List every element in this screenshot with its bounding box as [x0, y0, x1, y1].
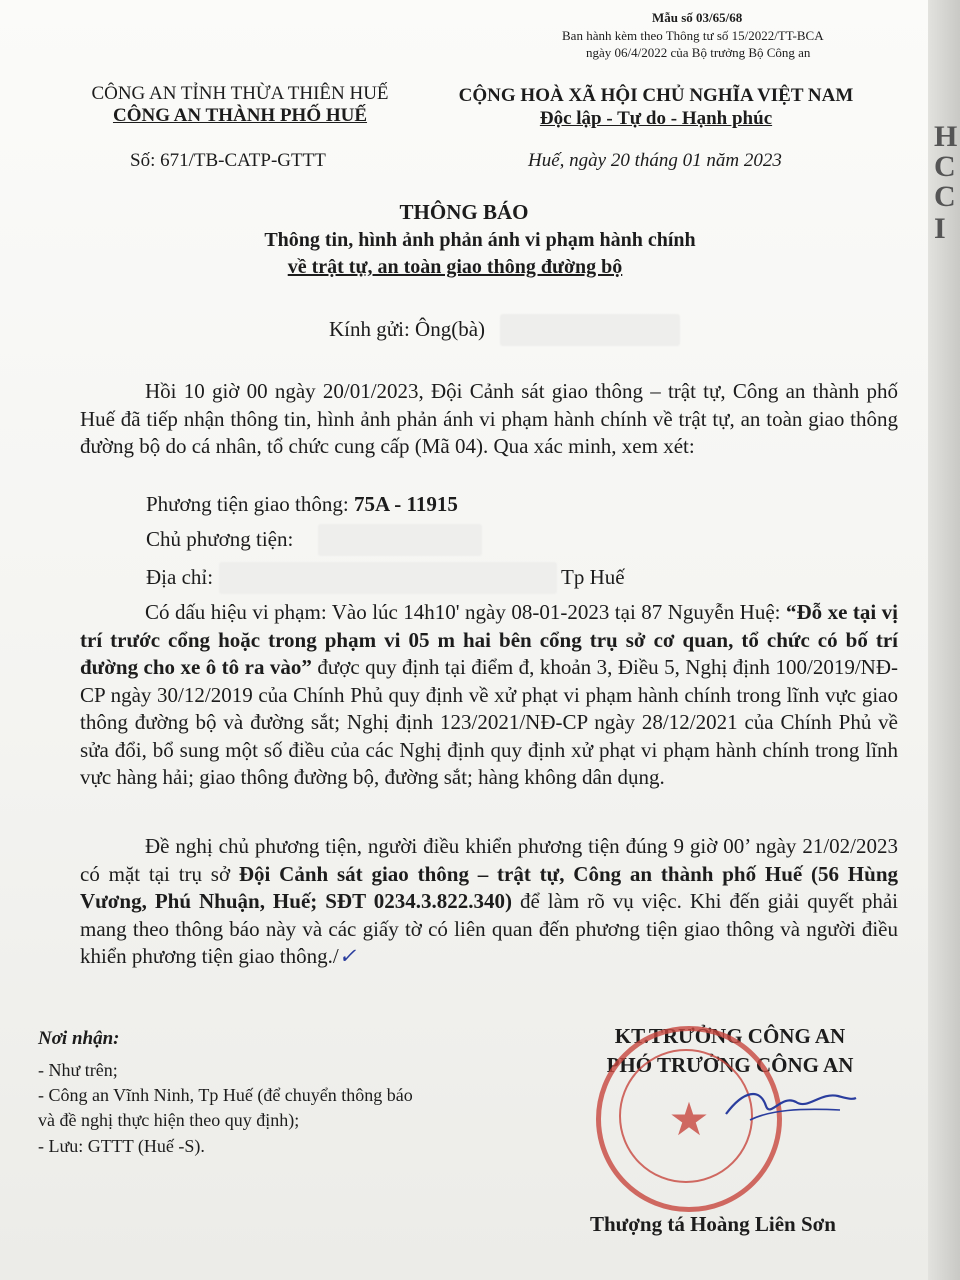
- violation-paragraph: Có dấu hiệu vi phạm: Vào lúc 14h10' ngày 08-01-2023 tại 87 Nguyễn Huệ: “Đỗ xe tại vị trí trước cổng hoặc trong phạm vi 05 m hai bên cổng trụ sở cơ quan, tổ chức có bố trí đường cho xe ô tô ra vào” được quy định tại điểm đ, khoản 3, Điều 5, Nghị định 100/2019/NĐ-CP ngày 30/12/2019 của Chính Phủ quy định về xử phạt vi phạm hành chính trong lĩnh vực giao thông đường bộ và đường sắt; Nghị định 123/2021/NĐ-CP ngày 28/12/2021 của Chính Phủ về sửa đổi, bổ sung một số điều của các Nghị định quy định xử phạt vi phạm hành chính trong lĩnh vực hàng hải; giao thông đường bộ, đường sắt; hàng không dân dụng.: [80, 600, 898, 789]
- form-issued-line1: Ban hành kèm theo Thông tư số 15/2022/TT-BCA: [562, 28, 824, 43]
- signer-name: Thượng tá Hoàng Liên Sơn: [590, 1212, 836, 1236]
- form-number: Mẫu số 03/65/68: [652, 10, 743, 25]
- title-line-1: Thông tin, hình ảnh phản ánh vi phạm hành chính: [264, 229, 696, 251]
- vehicle-line: Phương tiện giao thông: 75A - 11915: [146, 492, 458, 516]
- vehicle-plate: 75A - 11915: [353, 492, 458, 516]
- country-name: CỘNG HOÀ XÃ HỘI CHỦ NGHĨA VIỆT NAM: [458, 85, 854, 106]
- signature-title-1: KT.TRƯỞNG CÔNG AN: [614, 1024, 846, 1048]
- redacted-recipient-name: [500, 314, 680, 346]
- signature-title-2: PHÓ TRƯỞNG CÔNG AN: [606, 1053, 854, 1077]
- redacted-address: [219, 562, 557, 594]
- recipient-item: và đề nghị thực hiện theo quy định);: [38, 1110, 300, 1130]
- owner-label: Chủ phương tiện:: [146, 527, 294, 551]
- edge-letter: H: [934, 120, 958, 153]
- address-city: Tp Huế: [561, 565, 625, 589]
- recipient-item: - Công an Vĩnh Ninh, Tp Huế (để chuyển thông báo: [38, 1085, 413, 1105]
- recipients-title: Nơi nhận:: [38, 1028, 120, 1049]
- place-date: Huế, ngày 20 tháng 01 năm 2023: [528, 150, 782, 171]
- seal-star-icon: ★: [668, 1094, 710, 1145]
- handwritten-tick-mark: ✓: [338, 944, 357, 968]
- agency-name: CÔNG AN THÀNH PHỐ HUẾ: [112, 105, 368, 126]
- title-line-2: về trật tự, an toàn giao thông đường bộ: [287, 256, 623, 278]
- redacted-owner-name: [318, 524, 482, 556]
- national-motto: Độc lập - Tự do - Hạnh phúc: [539, 108, 773, 129]
- recipient-label: Kính gửi: Ông(bà): [329, 317, 486, 341]
- recipient-item: - Như trên;: [38, 1060, 118, 1080]
- violation-description: “Đỗ xe tại vị trí trước cổng hoặc trong phạm vi 05 m hai bên cổng trụ sở cơ quan, tổ chức có bố trí đường cho xe ô tô ra vào”: [80, 600, 898, 679]
- intro-paragraph: Hồi 10 giờ 00 ngày 20/01/2023, Đội Cảnh sát giao thông – trật tự, Công an thành phố Huế đã tiếp nhận thông tin, hình ảnh phản ánh vi phạm hành chính về trật tự, an toàn giao thông đường bộ do cá nhân, tổ chức cung cấp (Mã 04). Qua xác minh, xem xét:: [80, 379, 898, 458]
- agency-parent: CÔNG AN TỈNH THỪA THIÊN HUẾ: [91, 83, 389, 104]
- address-label: Địa chỉ:: [146, 565, 214, 589]
- document-title: THÔNG BÁO: [399, 200, 529, 224]
- handwritten-signature: [720, 1080, 860, 1130]
- edge-letter: I: [934, 212, 946, 245]
- form-issued-line2: ngày 06/4/2022 của Bộ trưởng Bộ Công an: [586, 45, 811, 60]
- request-paragraph: Đề nghị chủ phương tiện, người điều khiển phương tiện đúng 9 giờ 00’ ngày 21/02/2023 có mặt tại trụ sở Đội Cảnh sát giao thông – trật tự, Công an thành phố Huế (56 Hùng Vương, Phú Nhuận, Huế; SĐT 0234.3.822.340) để làm rõ vụ việc. Khi đến giải quyết phải mang theo thông báo này và các giấy tờ có liên quan đến phương tiện giao thông và người điều khiển phương tiện giao thông./✓: [80, 834, 898, 968]
- edge-letter: C: [934, 150, 956, 183]
- recipient-item: - Lưu: GTTT (Huế -S).: [38, 1136, 205, 1156]
- office-address: Đội Cảnh sát giao thông – trật tự, Công an thành phố Huế (56 Hùng Vương, Phú Nhuận, Huế; SĐT 0234.3.822.340): [80, 861, 898, 913]
- edge-letter: C: [934, 180, 956, 213]
- document-number: Số: 671/TB-CATP-GTTT: [130, 150, 326, 171]
